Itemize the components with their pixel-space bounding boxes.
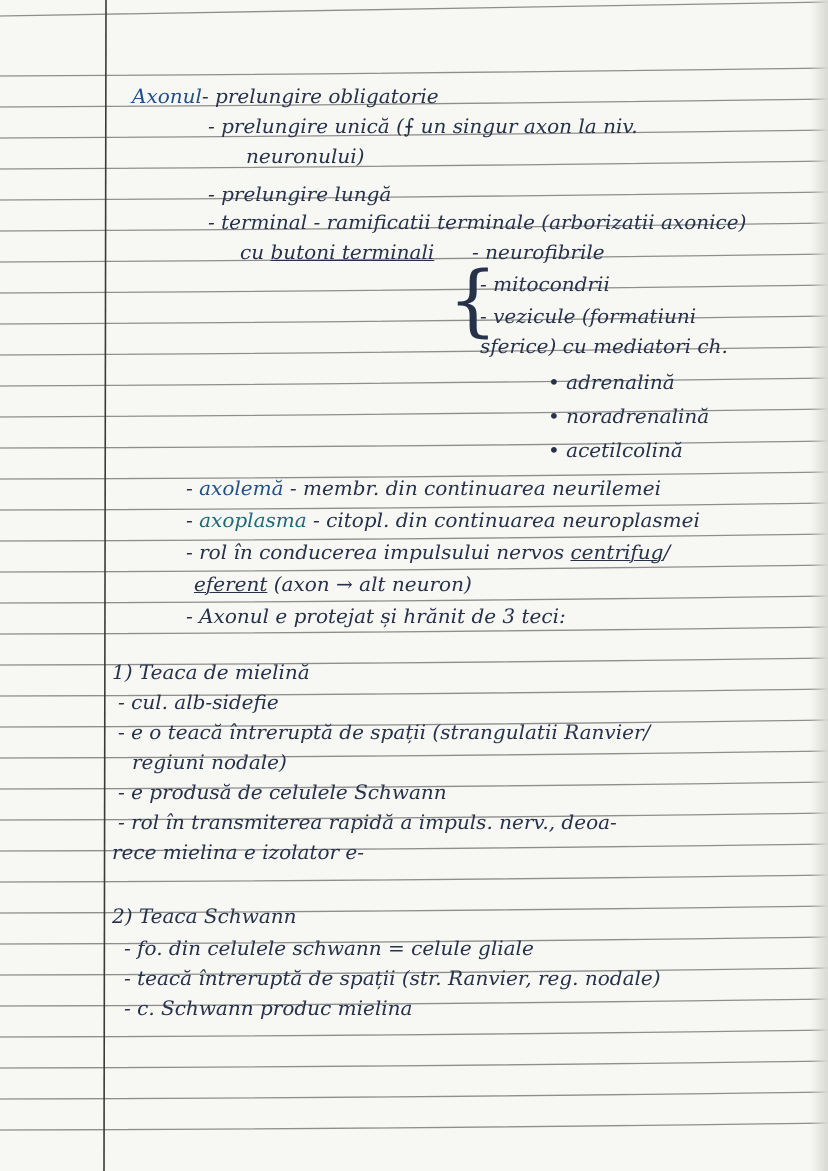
schwann-formed-by: - fo. din celulele schwann = celule gliale [124, 936, 534, 960]
axon-def-2: - prelungire unică (⨍ un singur axon la niv. [208, 114, 638, 138]
mediator-acetylcholine: • acetilcolină [548, 438, 683, 462]
centrifugal-term: centrifug [570, 540, 664, 564]
efferent-term: eferent [194, 572, 268, 596]
content-vesicles-cont: sferice) cu mediatori ch. [480, 334, 728, 358]
sheaths-intro: - Axonul e protejat și hrănit de 3 teci: [186, 604, 566, 628]
myelin-interrupted: - e o teacă întreruptă de spații (strangulatii Ranvier/ [118, 720, 651, 744]
axon-def-2-cont: neuronului) [246, 144, 365, 168]
myelin-produced-by: - e produsă de celulele Schwann [118, 780, 447, 804]
myelin-sheath-heading: 1) Teaca de mielină [112, 660, 310, 684]
content-neurofibrils: - neurofibrile [472, 240, 605, 264]
mediator-noradrenaline: • noradrenalină [548, 404, 710, 428]
efferent-line: eferent (axon → alt neuron) [194, 572, 472, 596]
content-vesicles: - vezicule (formatiuni [480, 304, 697, 328]
axoplasm-line: - axoplasma - citopl. din continuarea neuroplasmei [186, 508, 700, 532]
curly-brace: { [448, 256, 498, 346]
schwann-sheath-heading: 2) Teaca Schwann [112, 904, 297, 928]
axolemma-term: axolemă [199, 476, 284, 500]
myelin-role-cont: rece mielina e izolator e- [112, 840, 365, 864]
axon-def-1: - prelungire obligatorie [201, 84, 439, 108]
axoplasm-term: axoplasma [199, 508, 307, 532]
content-mitochondria: - mitocondrii [480, 272, 610, 296]
axolemma-line: - axolemă - membr. din continuarea neurilemei [186, 476, 661, 500]
axon-terminal-buttons-line: cu butoni terminali [240, 240, 435, 264]
schwann-produce-myelin: - c. Schwann produc mielina [124, 996, 413, 1020]
axon-def-3: - prelungire lungă [208, 182, 392, 206]
schwann-interrupted: - teacă întreruptă de spații (str. Ranvier, reg. nodale) [124, 966, 661, 990]
myelin-color: - cul. alb-sidefie [118, 690, 279, 714]
myelin-role: - rol în transmiterea rapidă a impuls. nerv., deoa- [118, 810, 617, 834]
axon-heading-line [132, 84, 439, 108]
myelin-interrupted-cont: regiuni nodale) [132, 750, 287, 774]
conduction-role-line: - rol în conducerea impulsului nervos centrifug/ [186, 540, 671, 564]
axon-def-4: - terminal - ramificatii terminale (arborizatii axonice) [208, 210, 747, 234]
terminal-buttons-term: butoni terminali [270, 240, 435, 264]
mediator-adrenaline: • adrenalină [548, 370, 675, 394]
axon-heading: Axonul [132, 84, 202, 108]
